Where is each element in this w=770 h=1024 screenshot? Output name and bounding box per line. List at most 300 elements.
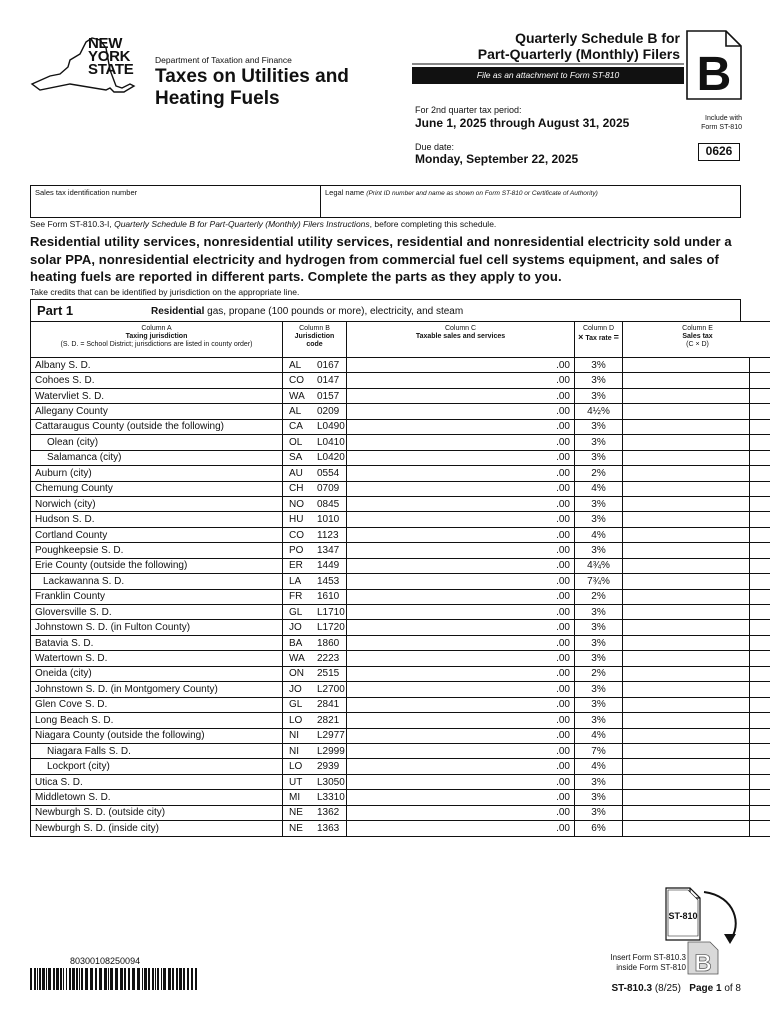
jurisdiction-name: Watervliet S. D.: [31, 388, 283, 403]
sales-tax-cents-input[interactable]: [750, 682, 770, 697]
period-label: For 2nd quarter tax period:: [415, 105, 522, 115]
jurisdiction-code: CA L0490: [283, 419, 347, 434]
barcode-bar: [108, 968, 109, 990]
barcode-bar: [37, 968, 38, 990]
table-row: [31, 435, 770, 450]
jurisdiction-name: Long Beach S. D.: [31, 713, 283, 728]
sales-tax-cents-input[interactable]: [750, 728, 770, 743]
taxable-sales-input[interactable]: .00: [347, 651, 575, 666]
barcode-bar: [157, 968, 159, 990]
tax-rate: 4%: [575, 728, 623, 743]
barcode-bar: [99, 968, 102, 990]
sales-tax-input[interactable]: [623, 651, 750, 666]
sales-tax-cents-input[interactable]: [750, 404, 770, 419]
jurisdiction-code: LA 1453: [283, 574, 347, 589]
barcode-bar: [120, 968, 123, 990]
sales-tax-input[interactable]: [623, 759, 750, 774]
jurisdiction-name: Franklin County: [31, 589, 283, 604]
taxable-sales-input[interactable]: .00: [347, 373, 575, 388]
tax-rate: 6%: [575, 821, 623, 836]
table-row: [31, 558, 770, 573]
sales-tax-cents-input[interactable]: [750, 481, 770, 496]
barcode-bar: [179, 968, 182, 990]
legal-name-field[interactable]: [321, 186, 740, 217]
jurisdiction-name: Niagara County (outside the following): [31, 728, 283, 743]
jurisdiction-name: Albany S. D.: [31, 358, 283, 373]
taxable-sales-input[interactable]: .00: [347, 774, 575, 789]
sales-tax-input[interactable]: [623, 388, 750, 403]
barcode-bar: [124, 968, 126, 990]
barcode-bar: [176, 968, 178, 990]
column-d-header: Column D × Tax rate =: [575, 322, 623, 358]
table-row: [31, 527, 770, 542]
jurisdiction-code: WA 0157: [283, 388, 347, 403]
barcode-bar: [155, 968, 156, 990]
taxable-sales-input[interactable]: .00: [347, 821, 575, 836]
barcode-bar: [42, 968, 45, 990]
jurisdiction-code: GL L1710: [283, 605, 347, 620]
sales-tax-cents-input[interactable]: [750, 512, 770, 527]
taxable-sales-input[interactable]: .00: [347, 450, 575, 465]
column-c-header: Column C Taxable sales and services: [347, 322, 575, 358]
jurisdiction-name: Salamanca (city): [31, 450, 283, 465]
table-row: [31, 574, 770, 589]
sales-tax-cents-input[interactable]: [750, 358, 770, 373]
table-row: [31, 728, 770, 743]
taxable-sales-input[interactable]: .00: [347, 682, 575, 697]
tax-rate: 4%: [575, 481, 623, 496]
jurisdiction-name: Olean (city): [31, 435, 283, 450]
sales-tax-input[interactable]: [623, 743, 750, 758]
sales-tax-input[interactable]: [623, 543, 750, 558]
jurisdiction-code: MI L3310: [283, 790, 347, 805]
table-row: [31, 404, 770, 419]
table-row: [31, 496, 770, 511]
taxable-sales-input[interactable]: .00: [347, 466, 575, 481]
tax-rate: 3%: [575, 774, 623, 789]
barcode-bar: [60, 968, 62, 990]
table-row: [31, 774, 770, 789]
taxable-sales-input[interactable]: .00: [347, 605, 575, 620]
barcode-bar: [95, 968, 97, 990]
jurisdiction-name: Hudson S. D.: [31, 512, 283, 527]
jurisdiction-code: GL 2841: [283, 697, 347, 712]
barcode-bar: [66, 968, 67, 990]
tax-rate: 3%: [575, 805, 623, 820]
table-row: [31, 481, 770, 496]
table-row: [31, 651, 770, 666]
tax-rate: 2%: [575, 466, 623, 481]
tax-period: June 1, 2025 through August 31, 2025: [415, 116, 630, 130]
sales-tax-input[interactable]: [623, 496, 750, 511]
jurisdiction-code: CH 0709: [283, 481, 347, 496]
barcode-bar: [81, 968, 83, 990]
jurisdiction-name: Newburgh S. D. (outside city): [31, 805, 283, 820]
jurisdiction-name: Batavia S. D.: [31, 635, 283, 650]
jurisdiction-name: Cattaraugus County (outside the following): [31, 419, 283, 434]
tax-rate: 3%: [575, 388, 623, 403]
sales-tax-cents-input[interactable]: [750, 651, 770, 666]
part-1-header: [30, 299, 741, 321]
sales-tax-cents-input[interactable]: [750, 450, 770, 465]
table-row: [31, 666, 770, 681]
jurisdiction-name: Erie County (outside the following): [31, 558, 283, 573]
sales-tax-cents-input[interactable]: [750, 589, 770, 604]
barcode-bar: [137, 968, 140, 990]
taxable-sales-input[interactable]: .00: [347, 481, 575, 496]
jurisdiction-code: AU 0554: [283, 466, 347, 481]
sales-tax-input[interactable]: [623, 466, 750, 481]
tax-rate: 3%: [575, 358, 623, 373]
jurisdiction-code: CO 0147: [283, 373, 347, 388]
taxable-sales-input[interactable]: .00: [347, 419, 575, 434]
sales-tax-cents-input[interactable]: [750, 666, 770, 681]
sales-tax-input[interactable]: [623, 620, 750, 635]
sales-tax-input[interactable]: [623, 713, 750, 728]
sales-tax-cents-input[interactable]: [750, 388, 770, 403]
sales-tax-id-field[interactable]: [31, 186, 321, 217]
jurisdiction-code: SA L0420: [283, 450, 347, 465]
jurisdiction-name: Middletown S. D.: [31, 790, 283, 805]
jurisdiction-code: NO 0845: [283, 496, 347, 511]
table-row: [31, 605, 770, 620]
barcode-bar: [72, 968, 75, 990]
jurisdiction-name: Utica S. D.: [31, 774, 283, 789]
tax-rate: 3%: [575, 713, 623, 728]
taxable-sales-input[interactable]: .00: [347, 543, 575, 558]
table-row: [31, 713, 770, 728]
sales-tax-cents-input[interactable]: [750, 790, 770, 805]
jurisdiction-code: ON 2515: [283, 666, 347, 681]
barcode-bar: [46, 968, 47, 990]
sales-tax-cents-input[interactable]: [750, 759, 770, 774]
taxable-sales-input[interactable]: .00: [347, 388, 575, 403]
sales-tax-input[interactable]: [623, 558, 750, 573]
tax-rate: 3%: [575, 790, 623, 805]
barcode-bar: [132, 968, 135, 990]
sales-tax-input[interactable]: [623, 512, 750, 527]
tax-rate: 3%: [575, 543, 623, 558]
jurisdiction-code: BA 1860: [283, 635, 347, 650]
taxable-sales-input[interactable]: .00: [347, 435, 575, 450]
table-body: [31, 358, 770, 837]
jurisdiction-code: LO 2939: [283, 759, 347, 774]
sales-tax-cents-input[interactable]: [750, 620, 770, 635]
barcode-bar: [115, 968, 118, 990]
part-description: Residential gas, propane (100 pounds or more), electricity, and steam: [151, 306, 464, 317]
sales-tax-input[interactable]: [623, 790, 750, 805]
table-row: [31, 682, 770, 697]
credits-note: Take credits that can be identified by jurisdiction on the appropriate line.: [30, 287, 300, 297]
sales-tax-input[interactable]: [623, 805, 750, 820]
include-note: Include with Form ST-810: [701, 115, 742, 131]
column-a-header: Column A Taxing jurisdiction (S. D. = School District; jurisdictions are listed in county order): [31, 322, 283, 358]
sales-tax-cents-input[interactable]: [750, 419, 770, 434]
taxable-sales-input[interactable]: .00: [347, 759, 575, 774]
barcode-bar: [76, 968, 78, 990]
schedule-b-badge-icon: [686, 30, 742, 100]
jurisdiction-name: Poughkeepsie S. D.: [31, 543, 283, 558]
sales-tax-cents-input[interactable]: [750, 635, 770, 650]
jurisdiction-code: NI L2977: [283, 728, 347, 743]
jurisdiction-code: NE 1362: [283, 805, 347, 820]
due-date-label: Due date:: [415, 142, 455, 152]
attachment-note: File as an attachment to Form ST-810: [412, 67, 684, 84]
barcode-bar: [30, 968, 32, 990]
tax-rate: 3%: [575, 450, 623, 465]
sales-tax-cents-input[interactable]: [750, 821, 770, 836]
tax-rate: 3%: [575, 682, 623, 697]
table-row: [31, 388, 770, 403]
barcode-bar: [90, 968, 93, 990]
taxable-sales-input[interactable]: .00: [347, 790, 575, 805]
tax-rate: 2%: [575, 666, 623, 681]
barcode-bar: [128, 968, 130, 990]
table-row: [31, 512, 770, 527]
tax-rate: 3%: [575, 435, 623, 450]
identification-row: [30, 185, 741, 218]
jurisdiction-name: Oneida (city): [31, 666, 283, 681]
jurisdiction-name: Watertown S. D.: [31, 651, 283, 666]
barcode-bar: [168, 968, 171, 990]
column-b-header: Column B Jurisdiction code: [283, 322, 347, 358]
barcode-bar: [148, 968, 150, 990]
sales-tax-input[interactable]: [623, 682, 750, 697]
sales-tax-input[interactable]: [623, 574, 750, 589]
jurisdiction-name: Auburn (city): [31, 466, 283, 481]
table-row: [31, 543, 770, 558]
svg-text:B: B: [694, 950, 712, 975]
header-rule: [412, 63, 684, 65]
barcode-bar: [161, 968, 162, 990]
taxable-sales-input[interactable]: .00: [347, 589, 575, 604]
sales-tax-input[interactable]: [623, 821, 750, 836]
table-row: [31, 450, 770, 465]
barcode-bar: [63, 968, 64, 990]
sales-tax-cents-input[interactable]: [750, 373, 770, 388]
barcode-bar: [53, 968, 55, 990]
table-row: [31, 790, 770, 805]
sales-tax-cents-input[interactable]: [750, 527, 770, 542]
barcode-bar: [39, 968, 41, 990]
taxable-sales-input[interactable]: .00: [347, 512, 575, 527]
tax-rate: 3%: [575, 651, 623, 666]
barcode-bar: [69, 968, 71, 990]
tax-rate: 4¾%: [575, 558, 623, 573]
due-date: Monday, September 22, 2025: [415, 152, 579, 166]
sales-tax-cents-input[interactable]: [750, 435, 770, 450]
barcode-bar: [195, 968, 197, 990]
sales-tax-input[interactable]: [623, 481, 750, 496]
jurisdiction-code: LO 2821: [283, 713, 347, 728]
sales-tax-input[interactable]: [623, 419, 750, 434]
barcode-bar: [191, 968, 193, 990]
sales-tax-input[interactable]: [623, 635, 750, 650]
taxable-sales-input[interactable]: .00: [347, 728, 575, 743]
sales-tax-input[interactable]: [623, 666, 750, 681]
jurisdiction-code: CO 1123: [283, 527, 347, 542]
part-1-table: [30, 321, 770, 837]
taxable-sales-input[interactable]: .00: [347, 635, 575, 650]
jurisdiction-code: OL L0410: [283, 435, 347, 450]
tax-rate: 7%: [575, 743, 623, 758]
table-row: [31, 419, 770, 434]
barcode-bar: [48, 968, 51, 990]
sales-tax-cents-input[interactable]: [750, 558, 770, 573]
taxable-sales-input[interactable]: .00: [347, 620, 575, 635]
barcode-bar: [152, 968, 154, 990]
sales-tax-cents-input[interactable]: [750, 605, 770, 620]
sales-tax-input[interactable]: [623, 605, 750, 620]
tax-rate: 3%: [575, 512, 623, 527]
barcode-bar: [183, 968, 185, 990]
table-row: [31, 821, 770, 836]
jurisdiction-name: Cohoes S. D.: [31, 373, 283, 388]
barcode-bar: [172, 968, 174, 990]
sales-tax-cents-input[interactable]: [750, 774, 770, 789]
sales-tax-cents-input[interactable]: [750, 743, 770, 758]
sales-tax-input[interactable]: [623, 373, 750, 388]
jurisdiction-name: Glen Cove S. D.: [31, 697, 283, 712]
tax-rate: 2%: [575, 589, 623, 604]
sales-tax-cents-input[interactable]: [750, 574, 770, 589]
jurisdiction-name: Allegany County: [31, 404, 283, 419]
jurisdiction-name: Norwich (city): [31, 496, 283, 511]
table-row: [31, 697, 770, 712]
table-row: [31, 358, 770, 373]
table-row: [31, 635, 770, 650]
table-row: [31, 589, 770, 604]
sales-tax-input[interactable]: [623, 404, 750, 419]
table-row: [31, 466, 770, 481]
table-row: [31, 620, 770, 635]
instructions-reference: See Form ST-810.3-I, Quarterly Schedule B for Part-Quarterly (Monthly) Filers Instructions, before completing this schedule.: [30, 219, 497, 229]
form-number-footer: ST-810.3 (8/25) Page 1 of 8: [611, 983, 741, 994]
tax-rate: 3%: [575, 620, 623, 635]
jurisdiction-code: WA 2223: [283, 651, 347, 666]
table-row: [31, 373, 770, 388]
barcode-bar: [56, 968, 59, 990]
sales-tax-input[interactable]: [623, 697, 750, 712]
jurisdiction-name: Chemung County: [31, 481, 283, 496]
sales-tax-cents-input[interactable]: [750, 805, 770, 820]
barcode-icon: [30, 968, 200, 990]
jurisdiction-code: JO L2700: [283, 682, 347, 697]
jurisdiction-code: PO 1347: [283, 543, 347, 558]
sales-tax-cents-input[interactable]: [750, 543, 770, 558]
jurisdiction-name: Cortland County: [31, 527, 283, 542]
table-row: [31, 805, 770, 820]
jurisdiction-code: UT L3050: [283, 774, 347, 789]
taxable-sales-input[interactable]: .00: [347, 358, 575, 373]
sales-tax-input[interactable]: [623, 435, 750, 450]
taxable-sales-input[interactable]: .00: [347, 574, 575, 589]
sales-tax-input[interactable]: [623, 450, 750, 465]
department-name: Department of Taxation and Finance: [155, 55, 292, 65]
jurisdiction-code: JO L1720: [283, 620, 347, 635]
taxable-sales-input[interactable]: .00: [347, 713, 575, 728]
column-e-header: Column E Sales tax (C × D): [623, 322, 770, 358]
schedule-letter: B: [696, 48, 732, 100]
sales-tax-cents-input[interactable]: [750, 697, 770, 712]
tax-rate: 3%: [575, 419, 623, 434]
sales-tax-id-label: Sales tax identification number: [35, 188, 138, 197]
tax-rate: 4½%: [575, 404, 623, 419]
part-label: Part 1: [37, 303, 74, 318]
jurisdiction-name: Newburgh S. D. (inside city): [31, 821, 283, 836]
taxable-sales-input[interactable]: .00: [347, 527, 575, 542]
taxable-sales-input[interactable]: .00: [347, 558, 575, 573]
form-title: Taxes on Utilities and Heating Fuels: [155, 66, 349, 109]
barcode-bar: [142, 968, 143, 990]
tax-rate: 4%: [575, 759, 623, 774]
svg-text:ST-810: ST-810: [668, 911, 698, 921]
schedule-title: Quarterly Schedule B for Part-Quarterly (Monthly) Filers: [477, 30, 680, 62]
sales-tax-input[interactable]: [623, 527, 750, 542]
tax-rate: 4%: [575, 527, 623, 542]
sales-tax-input[interactable]: [623, 358, 750, 373]
taxable-sales-input[interactable]: .00: [347, 805, 575, 820]
tax-rate: 7¾%: [575, 574, 623, 589]
legal-name-note: (Print ID number and name as shown on Form ST-810 or Certificate of Authority): [366, 190, 598, 197]
jurisdiction-name: Johnstown S. D. (in Montgomery County): [31, 682, 283, 697]
taxable-sales-input[interactable]: .00: [347, 404, 575, 419]
sales-tax-input[interactable]: [623, 774, 750, 789]
barcode-number: 80300108250094: [70, 956, 141, 966]
tax-rate: 3%: [575, 605, 623, 620]
taxable-sales-input[interactable]: .00: [347, 743, 575, 758]
sales-tax-cents-input[interactable]: [750, 713, 770, 728]
tax-rate: 3%: [575, 635, 623, 650]
jurisdiction-name: Lackawanna S. D.: [31, 574, 283, 589]
barcode-bar: [85, 968, 88, 990]
jurisdiction-code: NE 1363: [283, 821, 347, 836]
barcode-bar: [34, 968, 36, 990]
taxable-sales-input[interactable]: .00: [347, 496, 575, 511]
taxable-sales-input[interactable]: .00: [347, 666, 575, 681]
jurisdiction-name: Lockport (city): [31, 759, 283, 774]
taxable-sales-input[interactable]: .00: [347, 697, 575, 712]
table-row: [31, 759, 770, 774]
form-code-box: 0626: [698, 143, 740, 161]
jurisdiction-name: Johnstown S. D. (in Fulton County): [31, 620, 283, 635]
barcode-bar: [104, 968, 107, 990]
barcode-bar: [144, 968, 147, 990]
jurisdiction-code: HU 1010: [283, 512, 347, 527]
table-header-row: [31, 322, 770, 358]
new-york-state-logo-text: NEW YORK STATE: [88, 35, 134, 78]
jurisdiction-code: FR 1610: [283, 589, 347, 604]
jurisdiction-code: AL 0167: [283, 358, 347, 373]
tax-rate: 3%: [575, 496, 623, 511]
tax-rate: 3%: [575, 697, 623, 712]
legal-name-label: Legal name: [325, 188, 365, 197]
table-row: [31, 743, 770, 758]
sales-tax-cents-input[interactable]: [750, 496, 770, 511]
jurisdiction-code: NI L2999: [283, 743, 347, 758]
insert-instructions: Insert Form ST-810.3 inside Form ST-810: [610, 953, 686, 972]
sales-tax-cents-input[interactable]: [750, 466, 770, 481]
jurisdiction-code: ER 1449: [283, 558, 347, 573]
sales-tax-input[interactable]: [623, 589, 750, 604]
barcode-bar: [110, 968, 113, 990]
jurisdiction-code: AL 0209: [283, 404, 347, 419]
barcode-bar: [163, 968, 166, 990]
barcode-bar: [187, 968, 189, 990]
sales-tax-input[interactable]: [623, 728, 750, 743]
jurisdiction-name: Niagara Falls S. D.: [31, 743, 283, 758]
tax-rate: 3%: [575, 373, 623, 388]
